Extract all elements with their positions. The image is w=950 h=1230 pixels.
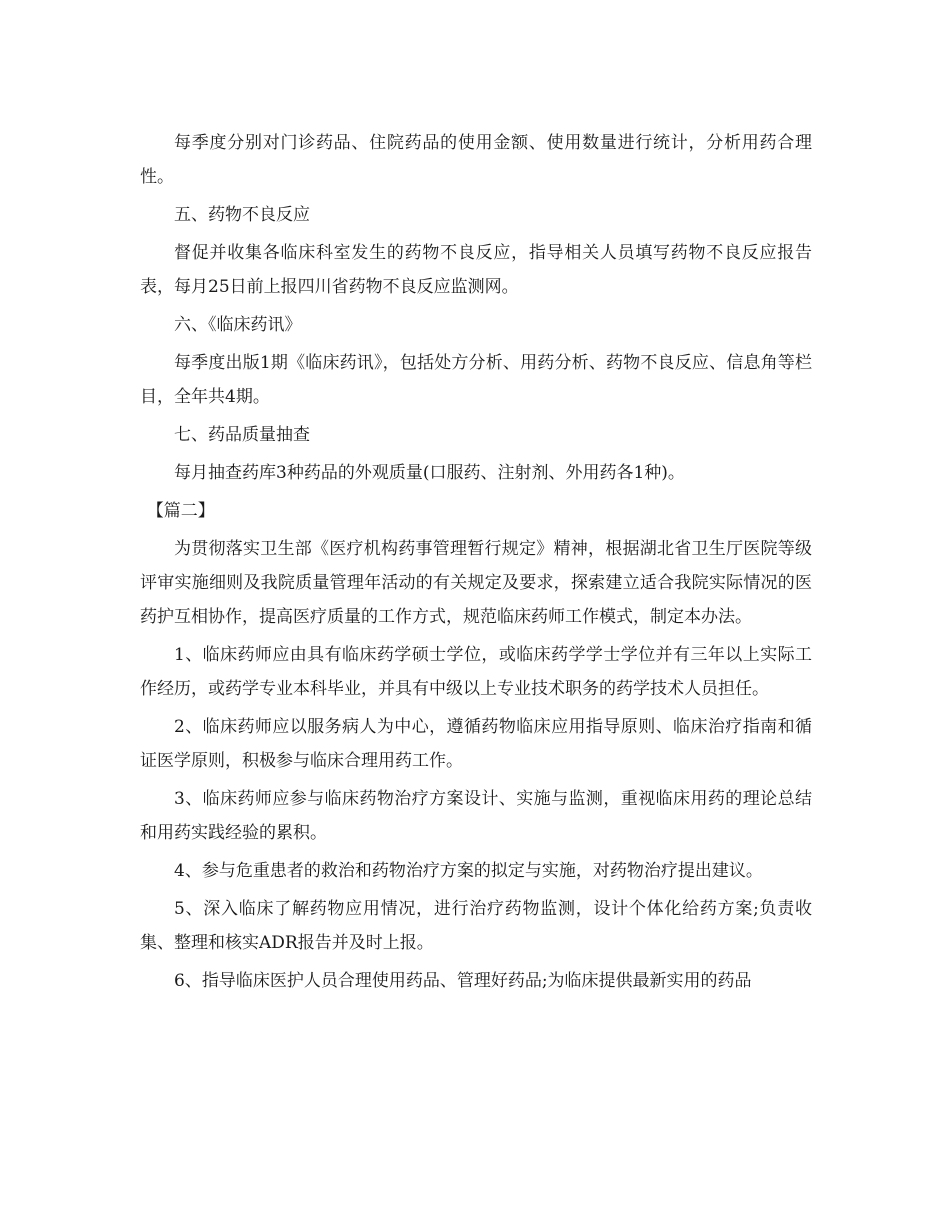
list-item: 4、参与危重患者的救治和药物治疗方案的拟定与实施，对药物治疗提出建议。 — [174, 861, 763, 881]
document-page — [140, 126, 812, 1002]
list-item: 6、指导临床医护人员合理使用药品、管理好药品;为临床提供最新实用的药品 — [174, 971, 752, 991]
list-item: 5、深入临床了解药物应用情况，进行治疗药物监测，设计个体化给药方案;负责收集、整理和核实ADR报告并及时上报。 — [140, 899, 812, 953]
body-paragraph: 每季度分别对门诊药品、住院药品的使用金额、使用数量进行统计，分析用药合理性。 — [140, 133, 812, 187]
section-heading: 七、药品质量抽查 — [174, 425, 310, 445]
section-heading: 五、药物不良反应 — [174, 205, 310, 225]
part-heading: 【篇二】 — [146, 501, 215, 521]
section-heading: 六、《临床药讯》 — [174, 315, 302, 335]
body-paragraph: 每月抽查药库3种药品的外观质量(口服药、注射剂、外用药各1种)。 — [174, 463, 685, 483]
body-paragraph: 督促并收集各临床科室发生的药物不良反应，指导相关人员填写药物不良反应报告表，每月25日前上报四川省药物不良反应监测网。 — [140, 243, 812, 297]
list-item: 1、临床药师应由具有临床药学硕士学位，或临床药学学士学位并有三年以上实际工作经历，或药学专业本科毕业，并具有中级以上专业技术职务的药学技术人员担任。 — [140, 645, 812, 699]
body-paragraph: 为贯彻落实卫生部《医疗机构药事管理暂行规定》精神，根据湖北省卫生厅医院等级评审实施细则及我院质量管理年活动的有关规定及要求，探索建立适合我院实际情况的医药护互相协作，提高医疗质量的工作方式，规范临床药师工作模式，制定本办法。 — [140, 539, 812, 627]
list-item: 3、临床药师应参与临床药物治疗方案设计、实施与监测，重视临床用药的理论总结和用药实践经验的累积。 — [140, 789, 812, 843]
list-item: 2、临床药师应以服务病人为中心，遵循药物临床应用指导原则、临床治疗指南和循证医学原则，积极参与临床合理用药工作。 — [140, 717, 812, 771]
body-paragraph: 每季度出版1期《临床药讯》，包括处方分析、用药分析、药物不良反应、信息角等栏目，全年共4期。 — [140, 353, 812, 407]
